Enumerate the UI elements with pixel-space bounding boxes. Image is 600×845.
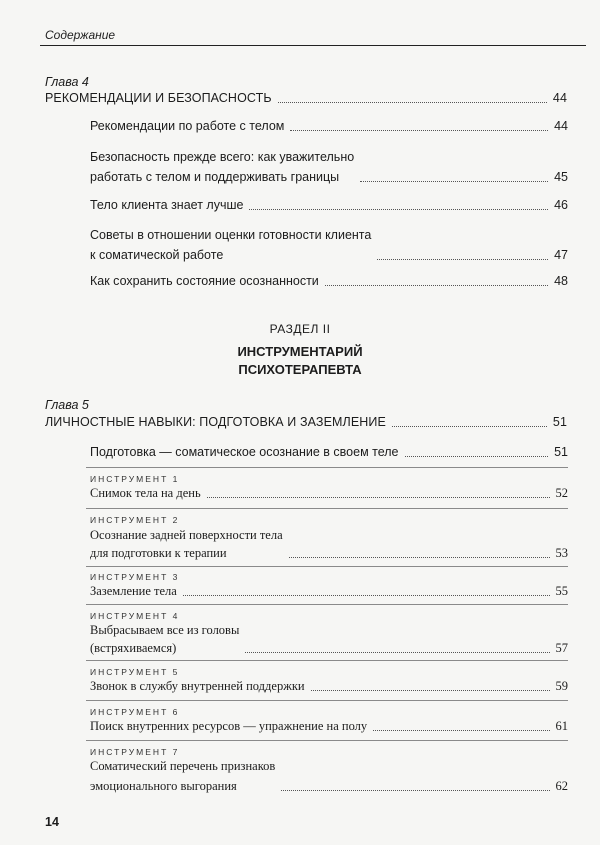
leader-dots — [183, 595, 550, 596]
tool-label: ИНСТРУМЕНТ 2 — [90, 515, 180, 525]
tool-title — [90, 622, 239, 656]
tool-page: 57 — [555, 641, 568, 655]
leader-dots — [281, 790, 549, 791]
tool-page: 53 — [555, 546, 568, 560]
leader-dots — [405, 456, 549, 457]
part-label: РАЗДЕЛ II — [269, 322, 331, 336]
tool-label: ИНСТРУМЕНТ 7 — [90, 747, 180, 757]
toc-entry-line: к соматической работе — [90, 248, 224, 262]
toc-entry-title — [90, 149, 354, 185]
leader-dots — [373, 730, 549, 731]
toc-entry[interactable] — [90, 149, 568, 185]
separator-line — [86, 566, 568, 567]
leader-dots — [360, 181, 548, 182]
page-number: 14 — [45, 815, 59, 829]
tool-label: ИНСТРУМЕНТ 6 — [90, 707, 180, 717]
toc-entry-page: 51 — [554, 445, 568, 459]
toc-entry-page: 45 — [554, 170, 568, 184]
separator-line — [86, 508, 568, 509]
toc-entry-page: 46 — [554, 198, 568, 212]
tool-page: 52 — [555, 486, 568, 500]
toc-entry-title — [90, 227, 371, 263]
chapter-4-page: 44 — [552, 91, 567, 105]
chapter-4-entry[interactable] — [45, 90, 567, 106]
tool-title — [90, 758, 275, 794]
tool-title-line: Соматический перечень признаков — [90, 759, 276, 773]
tool-title: Снимок тела на день — [90, 486, 201, 500]
tool-page: 61 — [555, 719, 568, 733]
tool-title-line: (встряхиваемся) — [90, 641, 177, 655]
tool-entry[interactable] — [90, 678, 568, 694]
toc-entry-title: Рекомендации по работе с телом — [90, 119, 285, 133]
tool-title-line: эмоционального выгорания — [90, 779, 237, 793]
separator-line — [86, 660, 568, 661]
tool-title-line: Выбрасываем все из головы — [90, 623, 240, 637]
tool-title-line: для подготовки к терапии — [90, 546, 227, 560]
chapter-5-title: ЛИЧНОСТНЫЕ НАВЫКИ: ПОДГОТОВКА И ЗАЗЕМЛЕНИЕ — [45, 415, 386, 429]
header-rule — [40, 45, 586, 46]
tool-entry[interactable] — [90, 758, 568, 794]
toc-entry-title: Как сохранить состояние осознанности — [90, 274, 319, 288]
tool-entry[interactable] — [90, 485, 568, 501]
tool-page: 59 — [555, 679, 568, 693]
toc-entry[interactable] — [90, 227, 568, 263]
running-head: Содержание — [45, 28, 116, 42]
tool-label: ИНСТРУМЕНТ 4 — [90, 611, 180, 621]
leader-dots — [311, 690, 550, 691]
separator-line — [86, 467, 568, 468]
leader-dots — [207, 497, 550, 498]
leader-dots — [392, 426, 547, 427]
toc-entry[interactable] — [90, 118, 568, 134]
tool-title: Поиск внутренних ресурсов — упражнение на полу — [90, 719, 368, 733]
leader-dots — [249, 209, 548, 210]
tool-title: Звонок в службу внутренней поддержки — [90, 679, 305, 693]
tool-label: ИНСТРУМЕНТ 5 — [90, 667, 180, 677]
separator-line — [86, 604, 568, 605]
toc-entry-line: Советы в отношении оценки готовности клиента — [90, 228, 372, 242]
toc-entry-page: 48 — [554, 274, 568, 288]
chapter-5-label: Глава 5 — [45, 398, 89, 412]
toc-entry-page: 47 — [554, 248, 568, 262]
separator-line — [86, 740, 568, 741]
tool-label: ИНСТРУМЕНТ 3 — [90, 572, 180, 582]
tool-title: Заземление тела — [90, 584, 177, 598]
leader-dots — [325, 285, 548, 286]
tool-page: 62 — [555, 779, 568, 793]
tool-entry[interactable] — [90, 622, 568, 656]
leader-dots — [278, 102, 547, 103]
toc-entry-line: Безопасность прежде всего: как уважительно — [90, 150, 355, 164]
part-title-line: ПСИХОТЕРАПЕВТА — [238, 362, 362, 377]
tool-page: 55 — [555, 584, 568, 598]
toc-entry[interactable] — [90, 444, 568, 460]
leader-dots — [377, 259, 548, 260]
chapter-4-title: РЕКОМЕНДАЦИИ И БЕЗОПАСНОСТЬ — [45, 91, 272, 105]
tool-title-line: Осознание задней поверхности тела — [90, 528, 283, 542]
leader-dots — [290, 130, 548, 131]
tool-title — [90, 527, 283, 561]
tool-entry[interactable] — [90, 527, 568, 561]
leader-dots — [245, 652, 549, 653]
toc-entry-line: работать с телом и поддерживать границы — [90, 170, 340, 184]
leader-dots — [289, 557, 550, 558]
toc-entry-title: Тело клиента знает лучше — [90, 198, 244, 212]
tool-entry[interactable] — [90, 583, 568, 599]
chapter-5-page: 51 — [552, 415, 567, 429]
chapter-5-entry[interactable] — [45, 414, 567, 430]
toc-entry[interactable] — [90, 273, 568, 289]
chapter-4-label: Глава 4 — [45, 75, 89, 89]
separator-line — [86, 700, 568, 701]
tool-entry[interactable] — [90, 718, 568, 734]
toc-entry-page: 44 — [554, 119, 568, 133]
toc-entry[interactable] — [90, 197, 568, 213]
tool-label: ИНСТРУМЕНТ 1 — [90, 474, 180, 484]
part-title-line: ИНСТРУМЕНТАРИЙ — [237, 344, 363, 359]
toc-entry-title: Подготовка — соматическое осознание в своем теле — [90, 445, 399, 459]
